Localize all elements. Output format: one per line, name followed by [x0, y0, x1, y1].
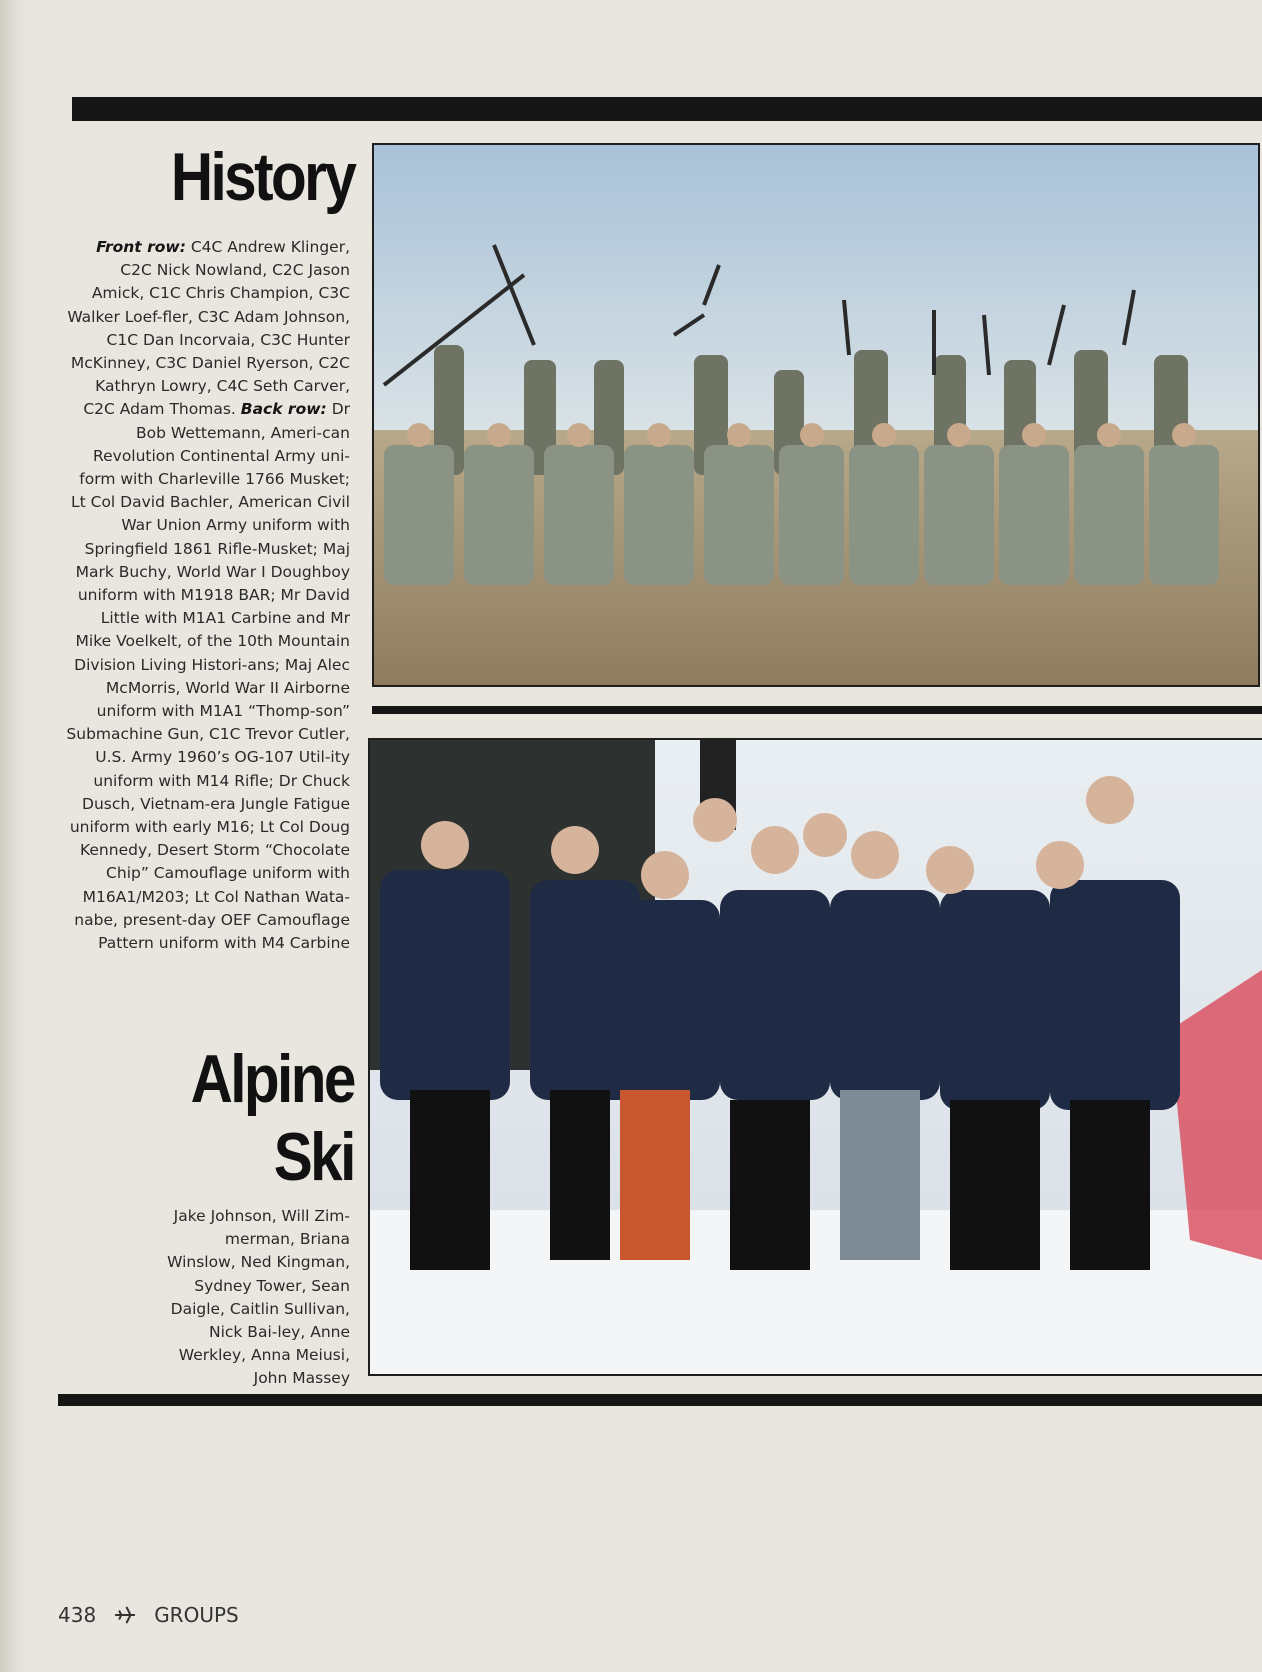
top-rule	[72, 97, 1262, 121]
alpine-ski-heading	[191, 1040, 354, 1196]
history-caption	[65, 236, 350, 955]
page-footer	[58, 1603, 239, 1627]
bottom-rule	[58, 1394, 1262, 1406]
page-number: 438	[58, 1603, 97, 1627]
back-row-label: Back row:	[240, 400, 327, 419]
history-heading: History	[170, 139, 354, 215]
alpine-ski-caption: Jake Johnson, Will Zim-merman, Briana Winslow, Ned Kingman, Sydney Tower, Sean Daigle, Caitlin Sullivan, Nick Bai-ley, Anne Werkley, Anna Meiusi, John Massey	[167, 1207, 350, 1388]
alpine-heading-line1: Alpine	[190, 1041, 354, 1117]
front-row-label: Front row:	[96, 238, 186, 256]
history-group-photo	[372, 143, 1260, 687]
back-row-names: Dr Bob Wettemann, Ameri-can Revolution Continental Army uni-form with Charleville 1766 Musket; Lt Col David Bachler, American Civil War Union Army uniform with Springfield 1861 Rifle-Musket; Maj Mark Buchy, World War I Doughboy uniform with M1918 BAR; Mr David Little with M1A1 Carbine and Mr Mike Voelkelt, of the 10th Mountain Division Living Histori-ans; Maj Alec McMorris, World War II Airborne uniform with M1A1 “Thomp-son” Submachine Gun, C1C Trevor Cutler, U.S. Army 1960’s OG-107 Util-ity uniform with M14 Rifle; Dr Chuck Dusch, Vietnam-era Jungle Fatigue uniform with early M16; Lt Col Doug Kennedy, Desert Storm “Chocolate Chip” Camouflage uniform with M16A1/M203; Lt Col Nathan Wata-nabe, present-day OEF Camouflage Pattern uniform with M4 Carbine	[66, 400, 350, 953]
page-spine	[0, 0, 26, 1672]
section-label: GROUPS	[154, 1603, 239, 1627]
front-row-names: C4C Andrew Klinger, C2C Nick Nowland, C2C Jason Amick, C1C Chris Champion, C3C Walker Loef-fler, C3C Adam Johnson, C1C Dan Incorvaia, C3C Hunter McKinney, C3C Daniel Ryerson, C2C Kathryn Lowry, C4C Seth Carver, C2C Adam Thomas.	[67, 238, 350, 419]
airplane-icon	[114, 1604, 136, 1626]
alpine-ski-team-photo	[368, 738, 1262, 1376]
alpine-heading-line2: Ski	[273, 1119, 354, 1195]
middle-rule	[372, 706, 1262, 714]
